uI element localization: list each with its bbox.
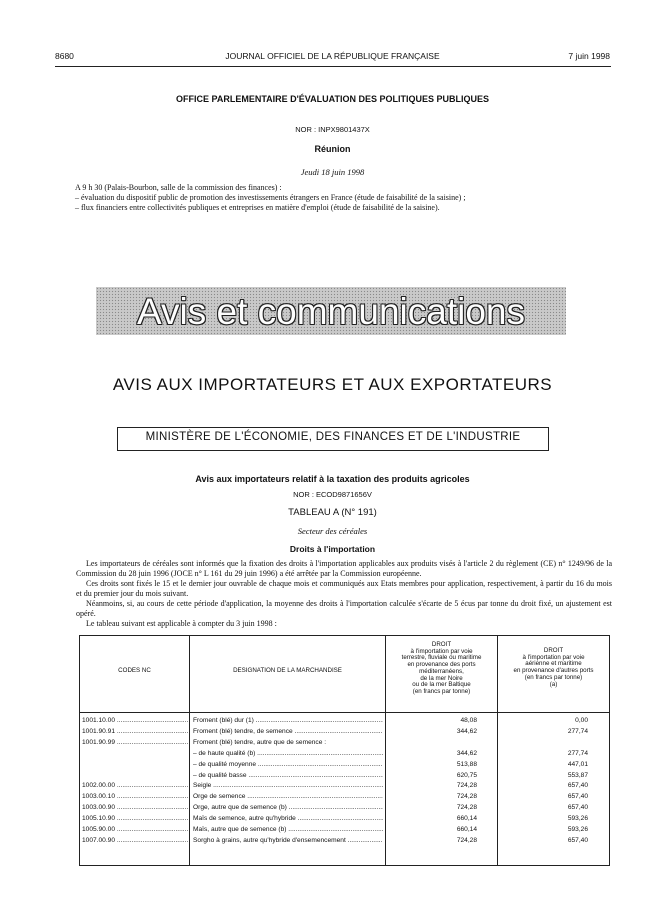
header-line: de la mer Noire [420, 674, 463, 682]
agenda-item: – évaluation du dispositif public de promotion des investissements étrangers en France (étude de faisabilité de la saisine) ; [75, 193, 466, 202]
droit-aerienne-cell: 277,74 [567, 727, 588, 735]
agenda-item: – flux financiers entre collectivités publiques et entreprises en matière d'emploi (étude de faisabilité de la saisine). [75, 203, 440, 212]
header-line: (en francs par tonne) [524, 673, 583, 681]
droit-aerienne-cell: 593,26 [567, 815, 588, 823]
droit-terrestre-cell: 724,28 [456, 782, 477, 790]
header-line: (a) [549, 680, 558, 688]
agenda-time: A 9 h 30 (Palais-Bourbon, salle de la commission des finances) : [75, 183, 282, 192]
droit-aerienne-cell: 0,00 [575, 717, 588, 724]
column-header-designation: DESIGNATION DE LA MARCHANDISE [233, 667, 342, 674]
header-line: en provenance des ports [407, 661, 476, 669]
designation-cell: Seigle ..... [193, 780, 383, 791]
designation-cell: Froment (blé) tendre, autre que de semence : [193, 738, 327, 746]
header-line: ou de la mer Baltique [412, 681, 471, 689]
droit-aerienne-cell: 447,01 [567, 760, 588, 768]
designation-cell: – de qualité moyenne ..... [193, 759, 383, 770]
droit-terrestre-cell: 660,14 [456, 826, 477, 833]
paragraph: Le tableau suivant est applicable à compter du 3 juin 1998 : [86, 619, 277, 628]
droit-aerienne-cell: 553,87 [567, 771, 588, 779]
journal-title: JOURNAL OFFICIEL DE LA RÉPUBLIQUE FRANÇAISE [225, 51, 440, 61]
column-header-droit-terrestre [386, 642, 497, 696]
designation-cell: Froment (blé) dur (1) ..... [193, 715, 383, 726]
droit-terrestre-cell: 513,88 [456, 760, 477, 768]
designation-cell: – de qualité basse ..... [193, 770, 383, 781]
droit-terrestre-cell: 724,28 [456, 793, 477, 801]
issue-date: 7 juin 1998 [568, 51, 610, 61]
meeting-date: Jeudi 18 juin 1998 [300, 167, 365, 177]
notice-title: Avis aux importateurs relatif à la taxation des produits agricoles [195, 474, 470, 484]
header-line: terrestre, fluviale ou maritime [401, 654, 482, 662]
header-line: en provenance d'autres ports [513, 667, 594, 675]
droit-aerienne-cell: 657,40 [567, 836, 588, 844]
header-line: DROIT [543, 647, 564, 654]
code-nc-cell: 1001.90.99 ..... [82, 737, 188, 748]
table-header-rule [79, 712, 610, 713]
header-line: (en francs par tonne) [412, 687, 471, 695]
banner-title: Avis et communications [137, 291, 525, 332]
header-rule [55, 66, 611, 67]
droit-aerienne-cell: 657,40 [567, 793, 588, 801]
nor-reference: NOR : ECOD9871656V [293, 490, 372, 499]
section-title: AVIS AUX IMPORTATEURS ET AUX EXPORTATEURS [112, 375, 553, 394]
droit-aerienne-cell: 657,40 [567, 804, 588, 812]
table-label: TABLEAU A (N° 191) [288, 507, 377, 518]
designation-cell: Sorgho à grains, autre qu'hybride d'ensemencement ..... [193, 835, 383, 846]
meeting-title: Réunion [314, 144, 351, 154]
paragraph: Ces droits sont fixés le 15 et le dernier jour ouvrable de chaque mois et communiqués aux Etats membres pour application, respectivement, à partir du 16 du mois et du premier jour du mois suivant. [76, 579, 612, 598]
designation-cell: Maïs de semence, autre qu'hybride ..... [193, 813, 383, 824]
code-nc-cell: 1002.00.00 ..... [82, 780, 188, 791]
header-line: méditerranéens, [419, 667, 464, 675]
designation-cell: Maïs, autre que de semence (b) ..... [193, 824, 383, 835]
code-nc-cell: 1005.90.00 ..... [82, 824, 188, 835]
header-line: à l'importation par voie [522, 653, 585, 661]
designation-cell: Orge de semence ..... [193, 791, 383, 802]
droit-terrestre-cell: 344,62 [456, 749, 477, 757]
page-number: 8680 [55, 51, 74, 61]
droit-aerienne-cell: 593,26 [567, 826, 588, 833]
header-line: à l'importation par voie [410, 647, 473, 655]
droit-terrestre-cell: 660,14 [456, 815, 477, 823]
droit-terrestre-cell: 724,28 [456, 836, 477, 844]
subsection-title: Droits à l'importation [289, 544, 376, 554]
sector-label: Secteur des céréales [297, 526, 368, 536]
code-nc-cell: 1007.00.90 ..... [82, 835, 188, 846]
code-nc-cell: 1003.00.10 ..... [82, 791, 188, 802]
code-nc-cell: 1001.10.00 ..... [82, 715, 188, 726]
designation-cell: Orge, autre que de semence (b) ..... [193, 802, 383, 813]
office-title: OFFICE PARLEMENTAIRE D'ÉVALUATION DES POLITIQUES PUBLIQUES [176, 94, 489, 104]
droit-terrestre-cell: 48,08 [460, 717, 477, 724]
code-nc-cell: 1005.10.90 ..... [82, 813, 188, 824]
ministry-title: MINISTÈRE DE L'ÉCONOMIE, DES FINANCES ET DE L'INDUSTRIE [145, 431, 521, 443]
code-nc-cell: 1001.90.91 ..... [82, 726, 188, 737]
droit-terrestre-cell: 344,62 [456, 727, 477, 735]
paragraph: Néanmoins, si, au cours de cette période d'application, la moyenne des droits à l'importation calculée s'écarte de 5 écus par tonne du droit fixé, un ajustement est opéré. [76, 599, 612, 618]
nor-reference: NOR : INPX9801437X [295, 125, 370, 134]
code-nc-cell: 1003.00.90 ..... [82, 802, 188, 813]
paragraph: Les importateurs de céréales sont informés que la fixation des droits à l'importation applicables aux produits visés à l'article 2 du règlement (CE) n° 1249/96 de la Commission du 28 juin 1996 (JOCE n° L 161 du 29 juin 1996) a été arrêtée par la Commission européenne. [76, 559, 612, 578]
droit-aerienne-cell: 657,40 [567, 782, 588, 790]
designation-cell: – de haute qualité (b) ..... [193, 748, 383, 759]
column-header-droit-aerienne [498, 648, 609, 688]
designation-cell: Froment (blé) tendre, de semence ..... [193, 726, 383, 737]
droit-terrestre-cell: 620,75 [456, 771, 477, 779]
header-line: DROIT [431, 641, 452, 648]
droit-terrestre-cell: 724,28 [456, 804, 477, 812]
column-header-codes: CODES NC [118, 667, 151, 674]
droit-aerienne-cell: 277,74 [567, 749, 588, 757]
header-line: aérienne et maritime [525, 660, 582, 668]
